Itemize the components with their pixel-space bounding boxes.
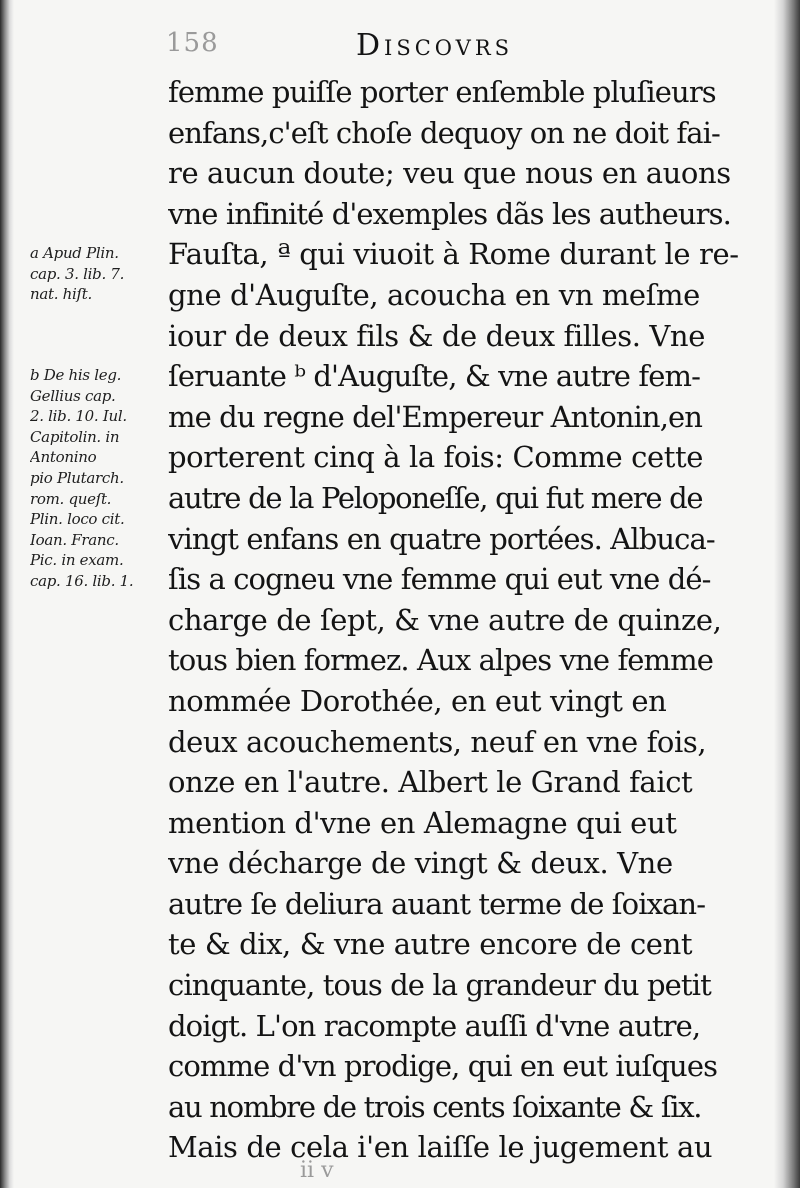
margin-note-line: b De his leg. <box>30 366 122 384</box>
page-number: 158 <box>166 28 219 58</box>
text-line: charge de ſept, & vne autre de quinze, <box>168 602 722 637</box>
text-line: me du regne del'Empereur Antonin,en <box>168 399 703 434</box>
margin-note-line: Pic. in exam. <box>30 551 124 570</box>
margin-note-line: Ioan. Franc. <box>30 530 119 549</box>
text-line: gne d'Auguſte, acoucha en vn meſme <box>168 277 700 312</box>
margin-note-line: cap. 16. lib. 1. <box>30 571 134 590</box>
text-line: femme puiſſe porter enſemble pluſieurs <box>168 75 716 109</box>
text-line: ſis a cogneu vne femme qui eut vne dé- <box>168 562 711 597</box>
margin-note-line: rom. queſt. <box>30 489 112 508</box>
text-line: onze en l'autre. Albert le Grand faict <box>168 765 693 800</box>
margin-note-line: a Apud Plin. <box>30 244 119 262</box>
margin-note-line: Capitolin. in <box>30 427 120 446</box>
running-head: Discovrs <box>356 28 514 63</box>
margin-note-line: 2. lib. 10. Iul. <box>30 407 127 426</box>
signature-mark: ii v <box>300 1158 334 1183</box>
margin-note-line: nat. hiſt. <box>30 285 92 304</box>
margin-note-a <box>30 243 164 305</box>
text-line: porterent cinq à la fois: Comme cette <box>168 440 703 475</box>
page-edge-shadow <box>774 0 800 1188</box>
text-line: re aucun doute; veu que nous en auons <box>168 156 731 191</box>
text-line: vne décharge de vingt & deux. Vne <box>168 846 673 881</box>
text-line: autre de la Peloponeſſe, qui fut mere de <box>168 480 703 515</box>
margin-note-line: cap. 3. lib. 7. <box>30 264 125 283</box>
body-text <box>168 72 758 1168</box>
text-line: enfans,c'eſt choſe dequoy on ne doit fai- <box>168 115 720 150</box>
text-line: doigt. L'on racompte auſſi d'vne autre, <box>168 1008 701 1043</box>
text-line: Fauſta, ª qui viuoit à Rome durant le re- <box>168 237 739 272</box>
text-line: te & dix, & vne autre encore de cent <box>168 927 693 962</box>
margin-note-line: Gellius cap. <box>30 386 116 405</box>
text-line: mention d'vne en Alemagne qui eut <box>168 805 677 840</box>
text-line: vingt enfans en quatre portées. Albuca- <box>168 521 715 556</box>
margin-note-line: Antonino <box>30 448 97 467</box>
page-gutter-shadow <box>0 0 14 1188</box>
text-line: autre ſe deliura auant terme de ſoixan- <box>168 886 706 921</box>
text-line: comme d'vn prodige, qui en eut iuſques <box>168 1049 718 1084</box>
text-line: nommée Dorothée, en eut vingt en <box>168 683 667 718</box>
margin-note-b <box>30 365 164 592</box>
text-line: tous bien formez. Aux alpes vne femme <box>168 643 714 678</box>
margin-note-line: Plin. loco cit. <box>30 510 125 529</box>
text-line: iour de deux fils & de deux filles. Vne <box>168 318 705 353</box>
text-line: au nombre de trois cents ſoixante & ſix. <box>168 1089 702 1124</box>
text-line: vne infinité d'exemples dãs les autheurs. <box>168 196 731 231</box>
text-line: ſeruante ᵇ d'Auguſte, & vne autre fem- <box>168 359 700 394</box>
text-line: cinquante, tous de la grandeur du petit <box>168 968 711 1003</box>
text-line: deux acouchements, neuf en vne fois, <box>168 724 707 759</box>
text-line: Mais de cela i'en laiſſe le jugement au <box>168 1130 713 1165</box>
margin-note-line: pio Plutarch. <box>30 468 124 487</box>
